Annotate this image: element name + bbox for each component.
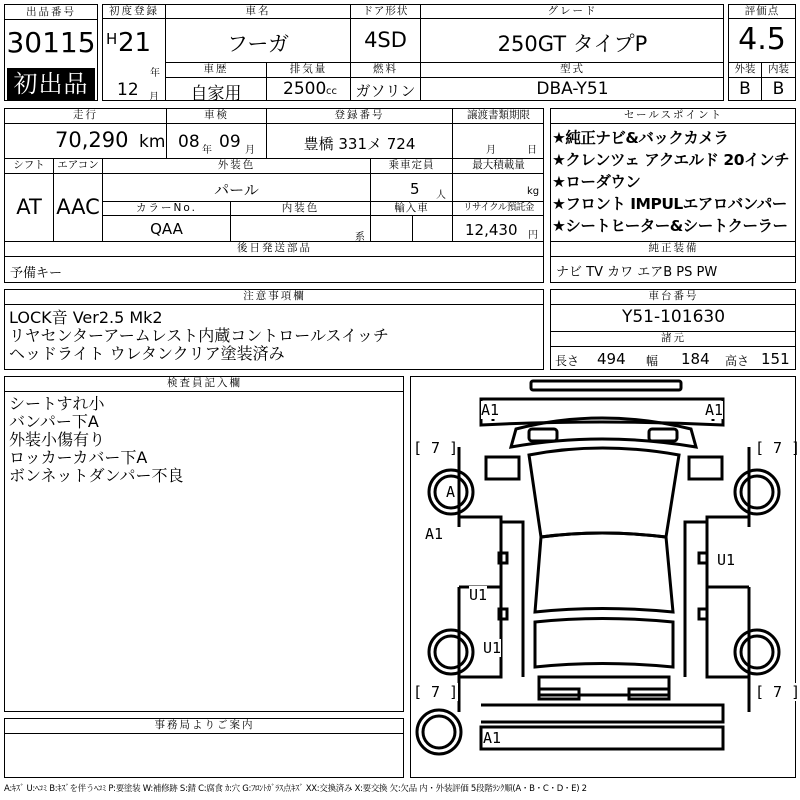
transfer-day-unit: 日 [527, 145, 537, 156]
notes-label: 注意事項欄 [243, 290, 306, 302]
equipment: ナビ TV カワ エアB PS PW [556, 265, 718, 280]
width: 184 [681, 350, 710, 368]
exterior-color-label: 外装色 [217, 159, 256, 171]
grade: 250GT タイプP [497, 32, 648, 56]
era: H [106, 30, 118, 48]
door-type-label: ドア形状 [362, 5, 409, 17]
tire-mark-rear-right: [ 7 ] [755, 683, 800, 701]
transfer-deadline-label: 譲渡書類期限 [467, 109, 530, 121]
inspection-month-unit: 月 [245, 145, 255, 156]
recycle-deposit: 12,430 [465, 221, 518, 239]
capacity: 5 [410, 180, 420, 198]
length-label: 長さ [555, 354, 580, 368]
inspector-line: シートすれ小 [9, 394, 105, 413]
tire-mark-front-right: [ 7 ] [755, 439, 800, 457]
selling-point: ★純正ナビ&バックカメラ [552, 129, 729, 147]
car-name: フーガ [227, 32, 289, 56]
inspector-line: バンパー下A [9, 412, 99, 431]
later-parts-label: 後日発送部品 [237, 242, 312, 254]
damage-mark-door-left: A1 [425, 525, 444, 543]
car-diagram-box [410, 376, 800, 778]
lot-number-label: 出品番号 [5, 5, 97, 20]
exterior-grade-label: 外装 [734, 63, 756, 75]
exterior-color: パール [214, 181, 259, 199]
recycle-unit: 円 [528, 230, 538, 241]
inspector-label: 検査員記入欄 [167, 377, 242, 389]
interior-grade: B [772, 79, 785, 99]
selling-point: ★クレンツェ アクエルド 20インチ [552, 151, 789, 169]
interior-grade-label: 内装 [768, 63, 789, 75]
selling-points-list [552, 127, 795, 237]
damage-mark-front-right: A1 [705, 401, 724, 419]
max-load-unit: kg [527, 186, 540, 197]
capacity-label: 乗車定員 [388, 159, 435, 171]
model: DBA-Y51 [536, 79, 609, 99]
damage-mark-door-right: U1 [717, 551, 736, 569]
car-diagram [411, 377, 795, 777]
month-unit: 月 [149, 92, 159, 103]
damage-mark-front-left: A1 [481, 401, 500, 419]
plate-label: 登録番号 [334, 109, 385, 121]
inspection-label: 車検 [204, 109, 229, 121]
registration-month: 12 [117, 80, 139, 100]
interior-color-unit: 系 [355, 232, 365, 243]
inspector-line: ボンネットダンパー不良 [9, 466, 184, 485]
car-name-label: 車名 [245, 5, 271, 17]
score: 4.5 [738, 22, 786, 57]
door-type: 4SD [364, 28, 407, 52]
mileage-unit: km [139, 132, 166, 152]
chassis-number: Y51-101630 [621, 307, 726, 327]
note-line: リヤセンターアームレスト内蔵コントロールスイッチ [9, 326, 389, 345]
tire-mark-rear-left: [ 7 ] [413, 683, 459, 701]
ac: AAC [56, 195, 100, 219]
selling-point: ★ローダウン [552, 173, 641, 191]
exterior-grade: B [739, 79, 751, 99]
max-load-label: 最大積載量 [472, 159, 525, 171]
length: 494 [597, 350, 626, 368]
inspector-notes [9, 395, 399, 485]
color-no-label: カラーNo. [136, 202, 197, 214]
displacement-unit: cc [326, 86, 337, 97]
damage-mark-fender-left: A [446, 483, 456, 501]
chassis-label: 車台番号 [648, 290, 699, 302]
lot-number: 30115 [6, 26, 96, 59]
displacement: 2500 [283, 79, 327, 99]
ac-label: エアコン [57, 159, 99, 171]
note-line: LOCK音 Ver2.5 Mk2 [9, 308, 163, 327]
transfer-month-unit: 月 [486, 145, 496, 156]
selling-point: ★フロント IMPULエアロバンパー [552, 195, 787, 213]
dimensions-label: 諸元 [661, 332, 686, 344]
inspection-year-unit: 年 [202, 145, 212, 156]
height: 151 [761, 350, 790, 368]
grade-label: グレード [547, 5, 598, 17]
equipment-label: 純正装備 [648, 242, 699, 254]
history-label: 車歴 [203, 63, 229, 75]
displacement-label: 排気量 [289, 63, 328, 75]
lot-number-box [4, 4, 98, 101]
width-label: 幅 [646, 354, 659, 368]
inspection-month: 09 [219, 132, 241, 152]
score-label: 評価点 [744, 5, 780, 17]
first-listing-badge: 初出品 [7, 68, 95, 100]
first-registration-label: 初度登録 [109, 5, 159, 17]
fuel-label: 燃料 [373, 63, 398, 75]
year-unit: 年 [150, 68, 160, 79]
interior-color-label: 内装色 [281, 202, 320, 214]
inspector-line: ロッカーカバー下A [9, 448, 148, 467]
damage-mark-rear-door-left: U1 [469, 586, 488, 604]
selling-point: ★シートヒーター&シートクーラー [552, 217, 788, 235]
mileage-label: 走行 [73, 109, 98, 121]
model-label: 型式 [560, 63, 585, 75]
height-label: 高さ [725, 354, 750, 368]
plate-number: 豊橋 331メ 724 [303, 135, 416, 153]
selling-points-label: セールスポイント [623, 109, 724, 121]
notes-list [9, 309, 539, 363]
damage-mark-rear-fender-left: U1 [483, 639, 502, 657]
mileage: 70,290 [55, 128, 129, 152]
fuel: ガソリン [355, 82, 416, 100]
import-label: 輸入車 [394, 202, 429, 214]
history: 自家用 [190, 84, 242, 104]
legend: A:ｷｽﾞ U:ﾍｺﾐ B:ｷｽﾞを伴うﾍｺﾐ P:要塗装 W:補修跡 S:錆 C:腐食 ｶ:穴 G:ﾌﾛﾝﾄｶﾞﾗｽ点ｷｽﾞ XX:交換済み X:要交換 欠:欠品 内・外装評価 5段階ﾗﾝｸ順(A・B・C・D・E) 2 [4, 784, 587, 794]
note-line: ヘッドライト ウレタンクリア塗装済み [9, 344, 285, 363]
inspector-line: 外装小傷有り [9, 430, 106, 449]
shift: AT [16, 195, 42, 219]
inspection-year: 08 [178, 132, 200, 152]
registration-year: 21 [118, 28, 152, 58]
shift-label: シフト [13, 159, 45, 171]
tire-mark-front-left: [ 7 ] [413, 439, 459, 457]
capacity-unit: 人 [436, 190, 446, 201]
color-number: QAA [150, 220, 183, 238]
damage-mark-rear: A1 [483, 729, 502, 747]
later-parts: 予備キー [10, 266, 63, 281]
office-label: 事務局よりご案内 [154, 719, 255, 731]
recycle-label: リサイクル預託金 [463, 202, 534, 213]
